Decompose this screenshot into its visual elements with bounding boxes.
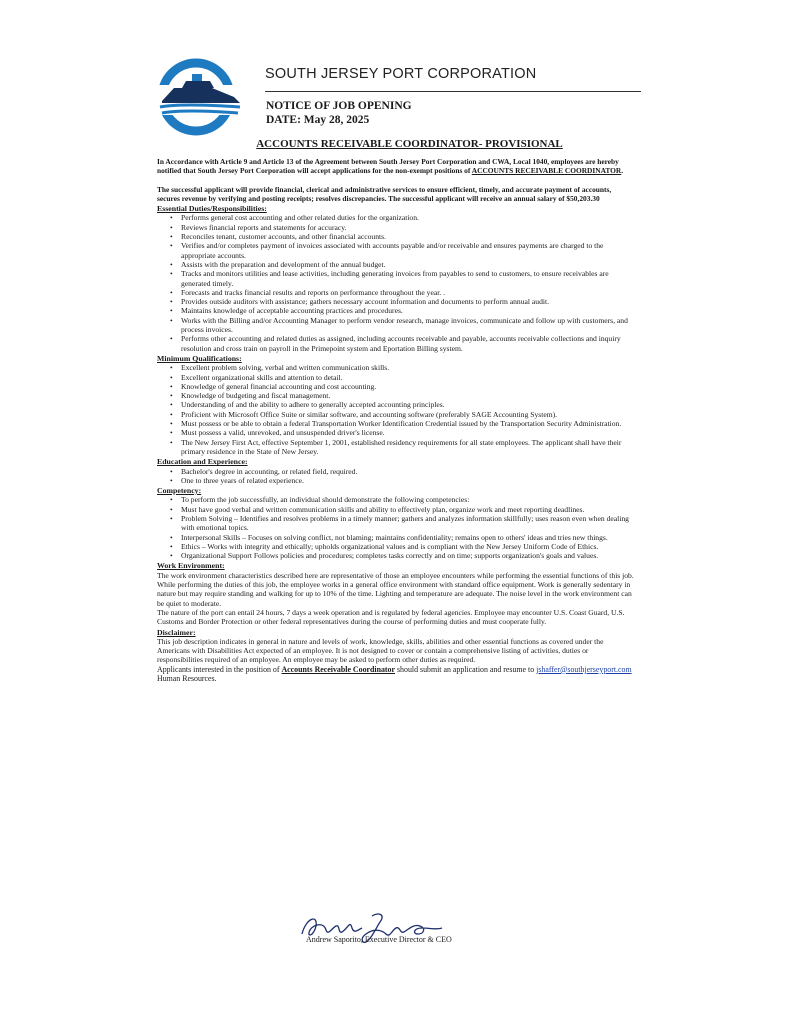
list-item: • One to three years of related experience. <box>157 476 634 485</box>
intro-position: ACCOUNTS RECEIVABLE COORDINATOR <box>471 166 622 176</box>
work-environment-heading: Work Environment: <box>157 561 225 571</box>
list-item: • Understanding of and the ability to adhere to generally accepted accounting principles. <box>157 400 634 409</box>
list-item: • The New Jersey First Act, effective September 1, 2001, established residency requirements for all state employees. The applicant shall have their primary residence in the State of New Jersey. <box>157 438 634 457</box>
list-item: • Ethics – Works with integrity and ethically; upholds organizational values and is compliant with the New Jersey Uniform Code of Ethics. <box>157 542 634 551</box>
ship-logo-icon <box>152 57 246 137</box>
competency-heading: Competency: <box>157 486 202 496</box>
list-item: • Organizational Support Follows policies and procedures; completes tasks correctly and on time; supports organization's goals and values. <box>157 551 634 560</box>
list-item: • Must possess a valid, unrevoked, and unsuspended driver's license. <box>157 428 634 437</box>
list-item: • Assists with the preparation and development of the annual budget. <box>157 260 634 269</box>
list-item: • Reviews financial reports and statements for accuracy. <box>157 223 634 232</box>
list-item: • Excellent problem solving, verbal and written communication skills. <box>157 363 634 372</box>
list-item: • Interpersonal Skills – Focuses on solving conflict, not blaming; maintains confidentiality; remains open to others' ideas and tries new things. <box>157 533 634 542</box>
competency-list <box>157 495 634 560</box>
list-item: • Performs general cost accounting and other related duties for the organization. <box>157 213 634 222</box>
work-environment-paragraph: While performing the duties of this job, the employee works in a general office environment with standard office equipment. Work is generally sedentary in nature but may require standing and walking for up to 10% of the time. Lighting and temperature are adequate. The noise level in the work environment can be quiet to moderate. <box>157 580 632 608</box>
list-item: • Bachelor's degree in accounting, or related field, required. <box>157 467 634 476</box>
qualifications-heading: Minimum Qualifications: <box>157 353 242 363</box>
list-item: • Forecasts and tracks financial results and reports on performance throughout the year. . <box>157 288 634 297</box>
list-item: • Knowledge of general financial accounting and cost accounting. <box>157 382 634 391</box>
education-list <box>157 467 634 486</box>
job-title: ACCOUNTS RECEIVABLE COORDINATOR- PROVISIONAL <box>256 138 563 150</box>
notice-block <box>266 99 412 127</box>
document-body <box>157 157 634 683</box>
duties-heading: Essential Duties/Responsibilities: <box>157 204 267 214</box>
qualifications-list <box>157 363 634 456</box>
education-heading: Education and Experience: <box>157 457 248 467</box>
summary-paragraph: The successful applicant will provide financial, clerical and administrative services to ensure efficient, timely, and accurate payment of accounts, secures revenue by verifying and posting receipts; resolves discrepancies. The successful applicant will receive an annual salary of $50,203.30 <box>157 184 612 203</box>
application-text: Applicants interested in the position of <box>157 664 282 674</box>
list-item: • Proficient with Microsoft Office Suite or similar software, and accounting software (preferably SAGE Accounting System). <box>157 410 634 419</box>
work-environment-paragraph: The work environment characteristics described here are representative of those an employee encounters while performing the essential functions of this job. <box>157 570 634 580</box>
list-item: • To perform the job successfully, an individual should demonstrate the following competencies: <box>157 495 634 504</box>
work-environment-paragraph: The nature of the port can entail 24 hours, 7 days a week operation and is regulated by federal agencies. Employee may encounter U.S. Coast Guard, U.S. Customs and Border Protection or other federal representatives during the course of performing duties and must cooperate fully. <box>157 607 625 627</box>
list-item: • Knowledge of budgeting and fiscal management. <box>157 391 634 400</box>
email-link[interactable]: jshaffer@southjerseyport.com <box>536 664 632 674</box>
application-position: Accounts Receivable Coordinator <box>281 664 396 674</box>
application-text-3: Human Resources. <box>157 674 217 684</box>
signer-name: Andrew Saporito, Executive Director & CEO <box>306 935 452 944</box>
header-divider <box>265 91 641 92</box>
application-paragraph <box>157 665 634 684</box>
duties-list <box>157 213 634 352</box>
list-item: • Works with the Billing and/or Accounting Manager to perform vendor research, manage invoices, communicate and follow up with customers, and process invoices. <box>157 316 634 335</box>
list-item: • Tracks and monitors utilities and lease activities, including generating invoices from payables to send to customers, to ensure receivables are generated timely. <box>157 269 634 288</box>
intro-paragraph <box>157 157 634 176</box>
list-item: • Provides outside auditors with assistance; gathers necessary account information and documents to perform annual audit. <box>157 297 634 306</box>
intro-text-end: . <box>621 166 624 176</box>
list-item: • Verifies and/or completes payment of invoices associated with accounts payable and/or receivable and ensures payments are charged to the appropriate accounts. <box>157 241 634 260</box>
list-item: • Performs other accounting and related duties as assigned, including accounts receivable and payable, accounts receivable collections and inquiry resolution and cross train on payroll in the Primepoint system and Eportation Billing system. <box>157 334 634 353</box>
disclaimer-paragraph: This job description indicates in general in nature and levels of work, knowledge, skills, abilities and other essential functions as covered under the Americans with Disabilities Act expected of an employee. It is not designed to cover or contain a comprehensive listing of activities, duties or responsibilities required of an employee. An employee may be asked to perform other duties as required. <box>157 636 604 665</box>
intro-text: In Accordance with Article 9 and Article 13 of the Agreement between South Jersey Port Corporation and CWA, Local 1040, employees are hereby notified that South Jersey Port Corporation will accept applications for the non-exempt positions of <box>157 157 619 176</box>
organization-name: SOUTH JERSEY PORT CORPORATION <box>265 66 537 82</box>
list-item: • Reconciles tenant, customer accounts, and other financial accounts. <box>157 232 634 241</box>
list-item: • Maintains knowledge of acceptable accounting practices and procedures. <box>157 306 634 315</box>
disclaimer-heading: Disclaimer: <box>157 627 196 637</box>
list-item: • Excellent organizational skills and attention to detail. <box>157 373 634 382</box>
notice-title: NOTICE OF JOB OPENING <box>266 100 412 112</box>
notice-date: DATE: May 28, 2025 <box>266 114 370 126</box>
list-item: • Problem Solving – Identifies and resolves problems in a timely manner; gathers and analyzes information skillfully; uses reason even when dealing with emotional topics. <box>157 514 634 533</box>
list-item: • Must possess or be able to obtain a federal Transportation Worker Identification Credential issued by the Transportation Security Administration. <box>157 419 634 428</box>
application-text-2: should submit an application and resume to <box>395 664 537 674</box>
list-item: • Must have good verbal and written communication skills and ability to effectively plan, organize work and meet reporting deadlines. <box>157 505 634 514</box>
